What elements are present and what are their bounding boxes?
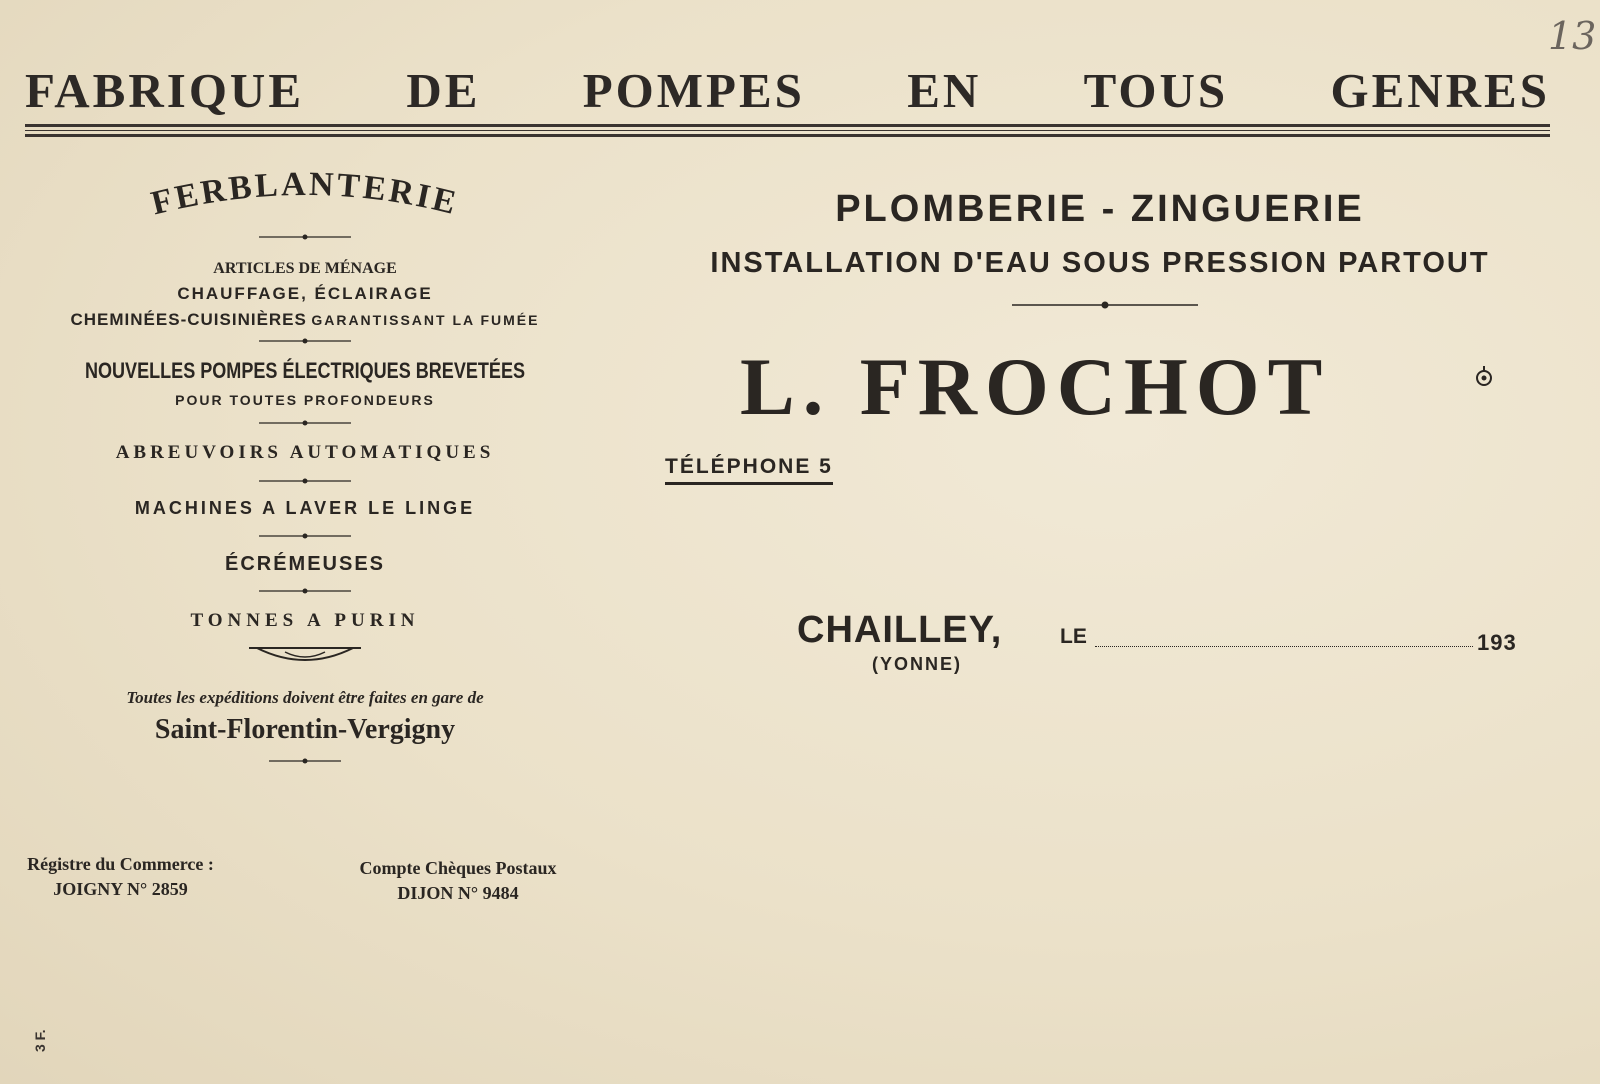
title-word: DE (406, 63, 481, 118)
services-column (15, 170, 595, 766)
letterhead-title (25, 62, 1550, 119)
telephone-line: TÉLÉPHONE 5 (665, 455, 833, 485)
pompes-line: NOUVELLES POMPES ÉLECTRIQUES BREVETÉES (84, 358, 526, 383)
header-rule (25, 130, 1550, 131)
chauffage-line: CHAUFFAGE, ÉCLAIRAGE (177, 284, 433, 303)
title-word: GENRES (1330, 63, 1550, 118)
compte-value: DIJON N° 9484 (397, 883, 519, 903)
gare-line: Saint-Florentin-Vergigny (154, 714, 456, 745)
tonnes-line: TONNES A PURIN (190, 610, 420, 631)
abreuvoirs-line: ABREUVOIRS AUTOMATIQUES (115, 442, 495, 463)
year-prefix: 193 (1477, 630, 1517, 655)
compte-label: Compte Chèques Postaux (359, 858, 557, 878)
header-rule (25, 134, 1550, 137)
articles-heading: ARTICLES DE MÉNAGE (213, 260, 397, 277)
cheminees-text: CHEMINÉES-CUISINIÈRES (70, 310, 307, 329)
header-rule (25, 124, 1550, 127)
handwritten-page-number: 13 (1548, 14, 1597, 58)
title-word: FABRIQUE (25, 63, 305, 118)
svg-text:FERBLANTERIE (148, 170, 463, 222)
profondeurs-line: POUR TOUTES PROFONDEURS (175, 392, 435, 408)
flourish-ornament (247, 642, 363, 666)
proprietor-name: L. FROCHOT (740, 341, 1331, 432)
installation-line: INSTALLATION D'EAU SOUS PRESSION PARTOUT (710, 247, 1490, 279)
emblem-icon (1474, 366, 1494, 390)
expeditions-line: Toutes les expéditions doivent être faites en gare de (126, 688, 484, 707)
machines-line: MACHINES A LAVER LE LINGE (134, 498, 476, 518)
registre-value: JOIGNY N° 2859 (53, 879, 188, 899)
divider-ornament (1010, 300, 1200, 310)
title-word: EN (907, 63, 982, 118)
cheminees-line (15, 310, 595, 330)
title-word: POMPES (582, 63, 805, 118)
divider-ornament (257, 336, 353, 346)
registre-label: Régistre du Commerce : (27, 854, 214, 874)
registre-block (13, 854, 228, 900)
curved-heading (15, 170, 595, 232)
ecremeuses-line: ÉCRÉMEUSES (224, 553, 386, 575)
department-label: (YONNE) (872, 654, 962, 674)
garantissant-text: GARANTISSANT LA FUMÉE (311, 312, 540, 328)
title-word: TOUS (1083, 63, 1229, 118)
city-name: CHAILLEY, (797, 609, 1003, 651)
date-fill-line (1095, 646, 1473, 647)
divider-ornament (257, 531, 353, 541)
date-prefix: LE (1060, 625, 1087, 648)
divider-ornament (257, 586, 353, 596)
divider-ornament (257, 476, 353, 486)
divider-ornament (267, 756, 343, 766)
compte-block (348, 858, 568, 904)
curved-heading-text: FERBLANTERIE (147, 170, 463, 223)
divider-ornament (257, 232, 353, 242)
plomberie-heading: PLOMBERIE - ZINGUERIE (835, 188, 1365, 230)
edge-mark: 3 F. (32, 1029, 48, 1052)
divider-ornament (257, 418, 353, 428)
